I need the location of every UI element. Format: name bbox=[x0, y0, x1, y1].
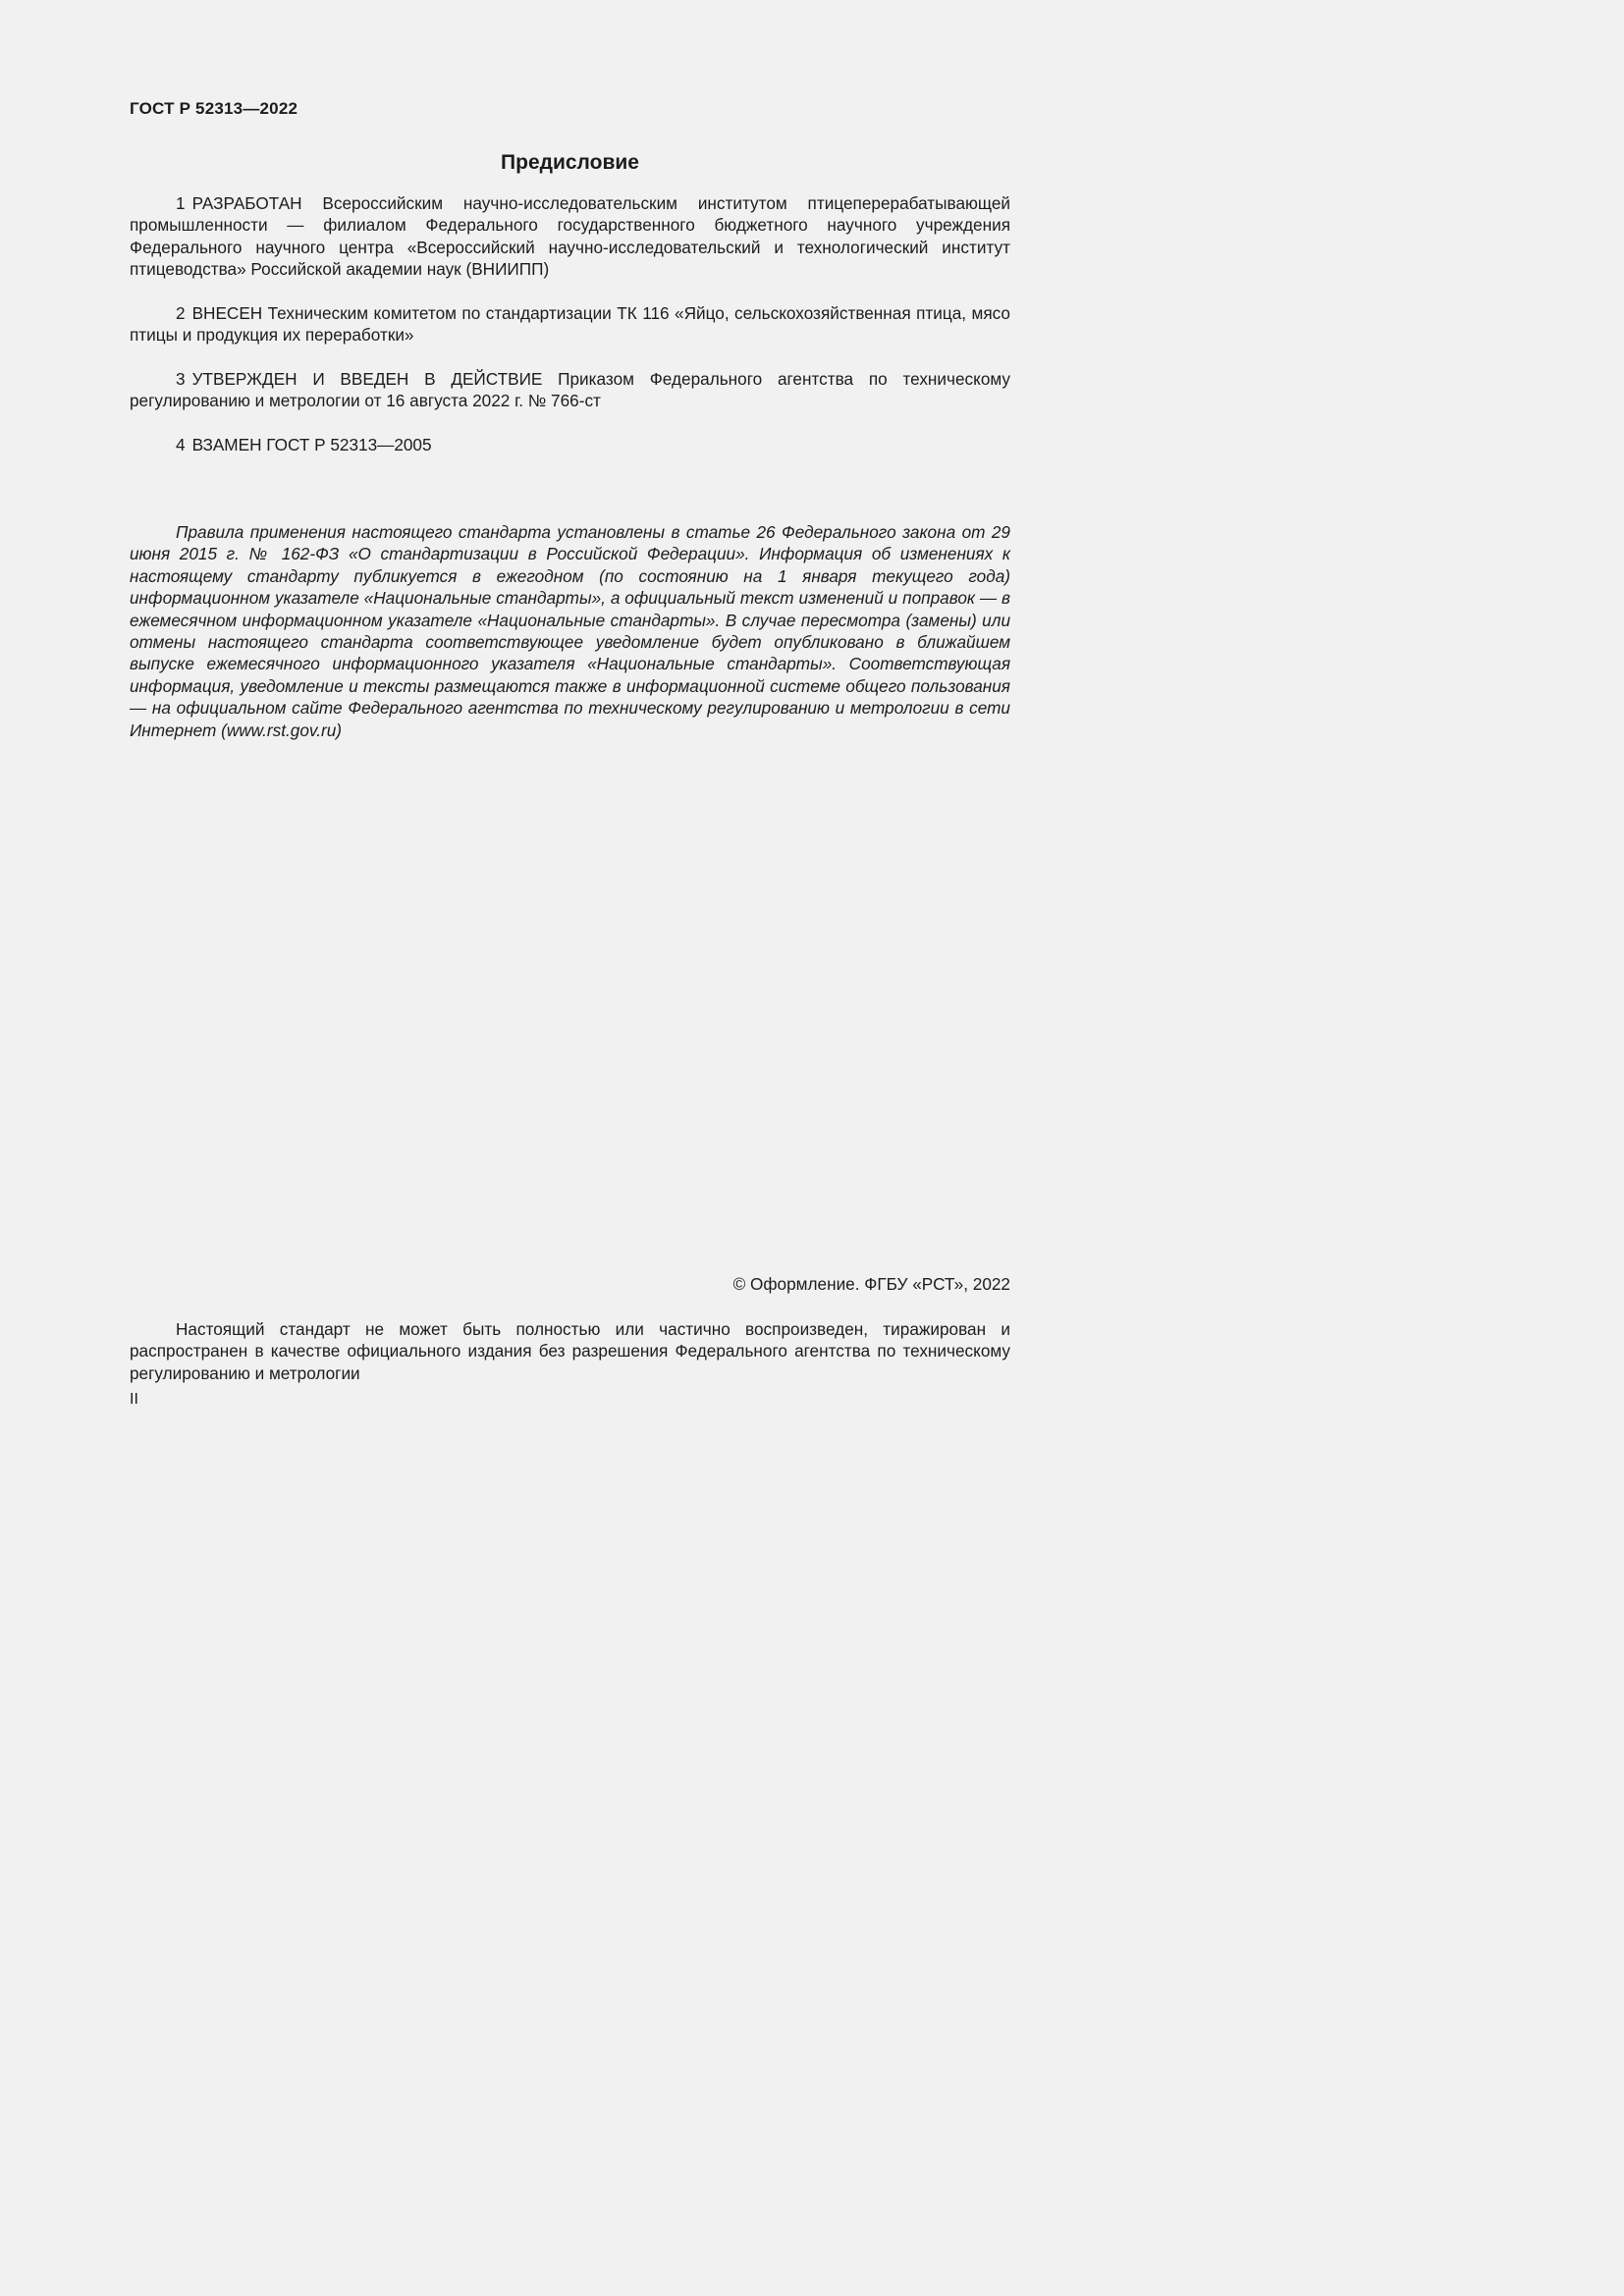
page-title: Предисловие bbox=[501, 151, 639, 174]
reproduction-notice: Настоящий стандарт не может быть полностью или частично воспроизведен, тиражирован и распространен в качестве официального издания без разрешения Федерального агентства по техническому регулированию и метрологии bbox=[130, 1319, 1010, 1383]
rules-note: Правила применения настоящего стандарта установлены в статье 26 Федерального закона от 29 июня 2015 г. № 162-ФЗ «О стандартизации в Российской Федерации». Информация об изменениях к настоящему стандарту публикуется в ежегодном (по состоянию на 1 января текущего года) информационном указателе «Национальные стандарты», а официальный текст изменений и поправок — в ежемесячном информационном указателе «Национальные стандарты». В случае пересмотра (замены) или отмены настоящего стандарта соответствующее уведомление будет опубликовано в ближайшем выпуске ежемесячного информационного указателя «Национальные стандарты». Соответствующая информация, уведомление и тексты размещаются также в информационной системе общего пользования — на официальном сайте Федерального агентства по техническому регулированию и метрологии в сети Интернет (www.rst.gov.ru) bbox=[130, 522, 1010, 740]
item-text: УТВЕРЖДЕН И ВВЕДЕН В ДЕЙСТВИЕ Приказом Федерального агентства по техническому регулированию и метрологии от 16 августа 2022 г. № 766-ст bbox=[130, 369, 1010, 411]
item-number: 2 bbox=[176, 303, 186, 323]
item-text: ВНЕСЕН Техническим комитетом по стандартизации ТК 116 «Яйцо, сельскохозяйственная птица, мясо птицы и продукция их переработки» bbox=[130, 303, 1010, 346]
item-number: 4 bbox=[176, 435, 186, 454]
item-number: 1 bbox=[176, 193, 186, 213]
document-code-header: ГОСТ Р 52313—2022 bbox=[130, 99, 298, 118]
foreword-item-3 bbox=[130, 368, 1010, 412]
foreword-item-1 bbox=[130, 192, 1010, 281]
item-text: ВЗАМЕН ГОСТ Р 52313—2005 bbox=[191, 435, 432, 454]
item-text: РАЗРАБОТАН Всероссийским научно-исследовательским институтом птицеперерабатывающей промышленности — филиалом Федерального государственного бюджетного научного учреждения Федерального научного центра «Всероссийский научно-исследовательский и технологический институт птицеводства» Российской академии наук (ВНИИПП) bbox=[130, 193, 1010, 280]
foreword-item-4 bbox=[130, 434, 1010, 455]
foreword-item-2 bbox=[130, 302, 1010, 347]
page-number: II bbox=[130, 1391, 138, 1408]
copyright-notice: © Оформление. ФГБУ «РСТ», 2022 bbox=[732, 1274, 1010, 1294]
item-number: 3 bbox=[176, 369, 186, 389]
